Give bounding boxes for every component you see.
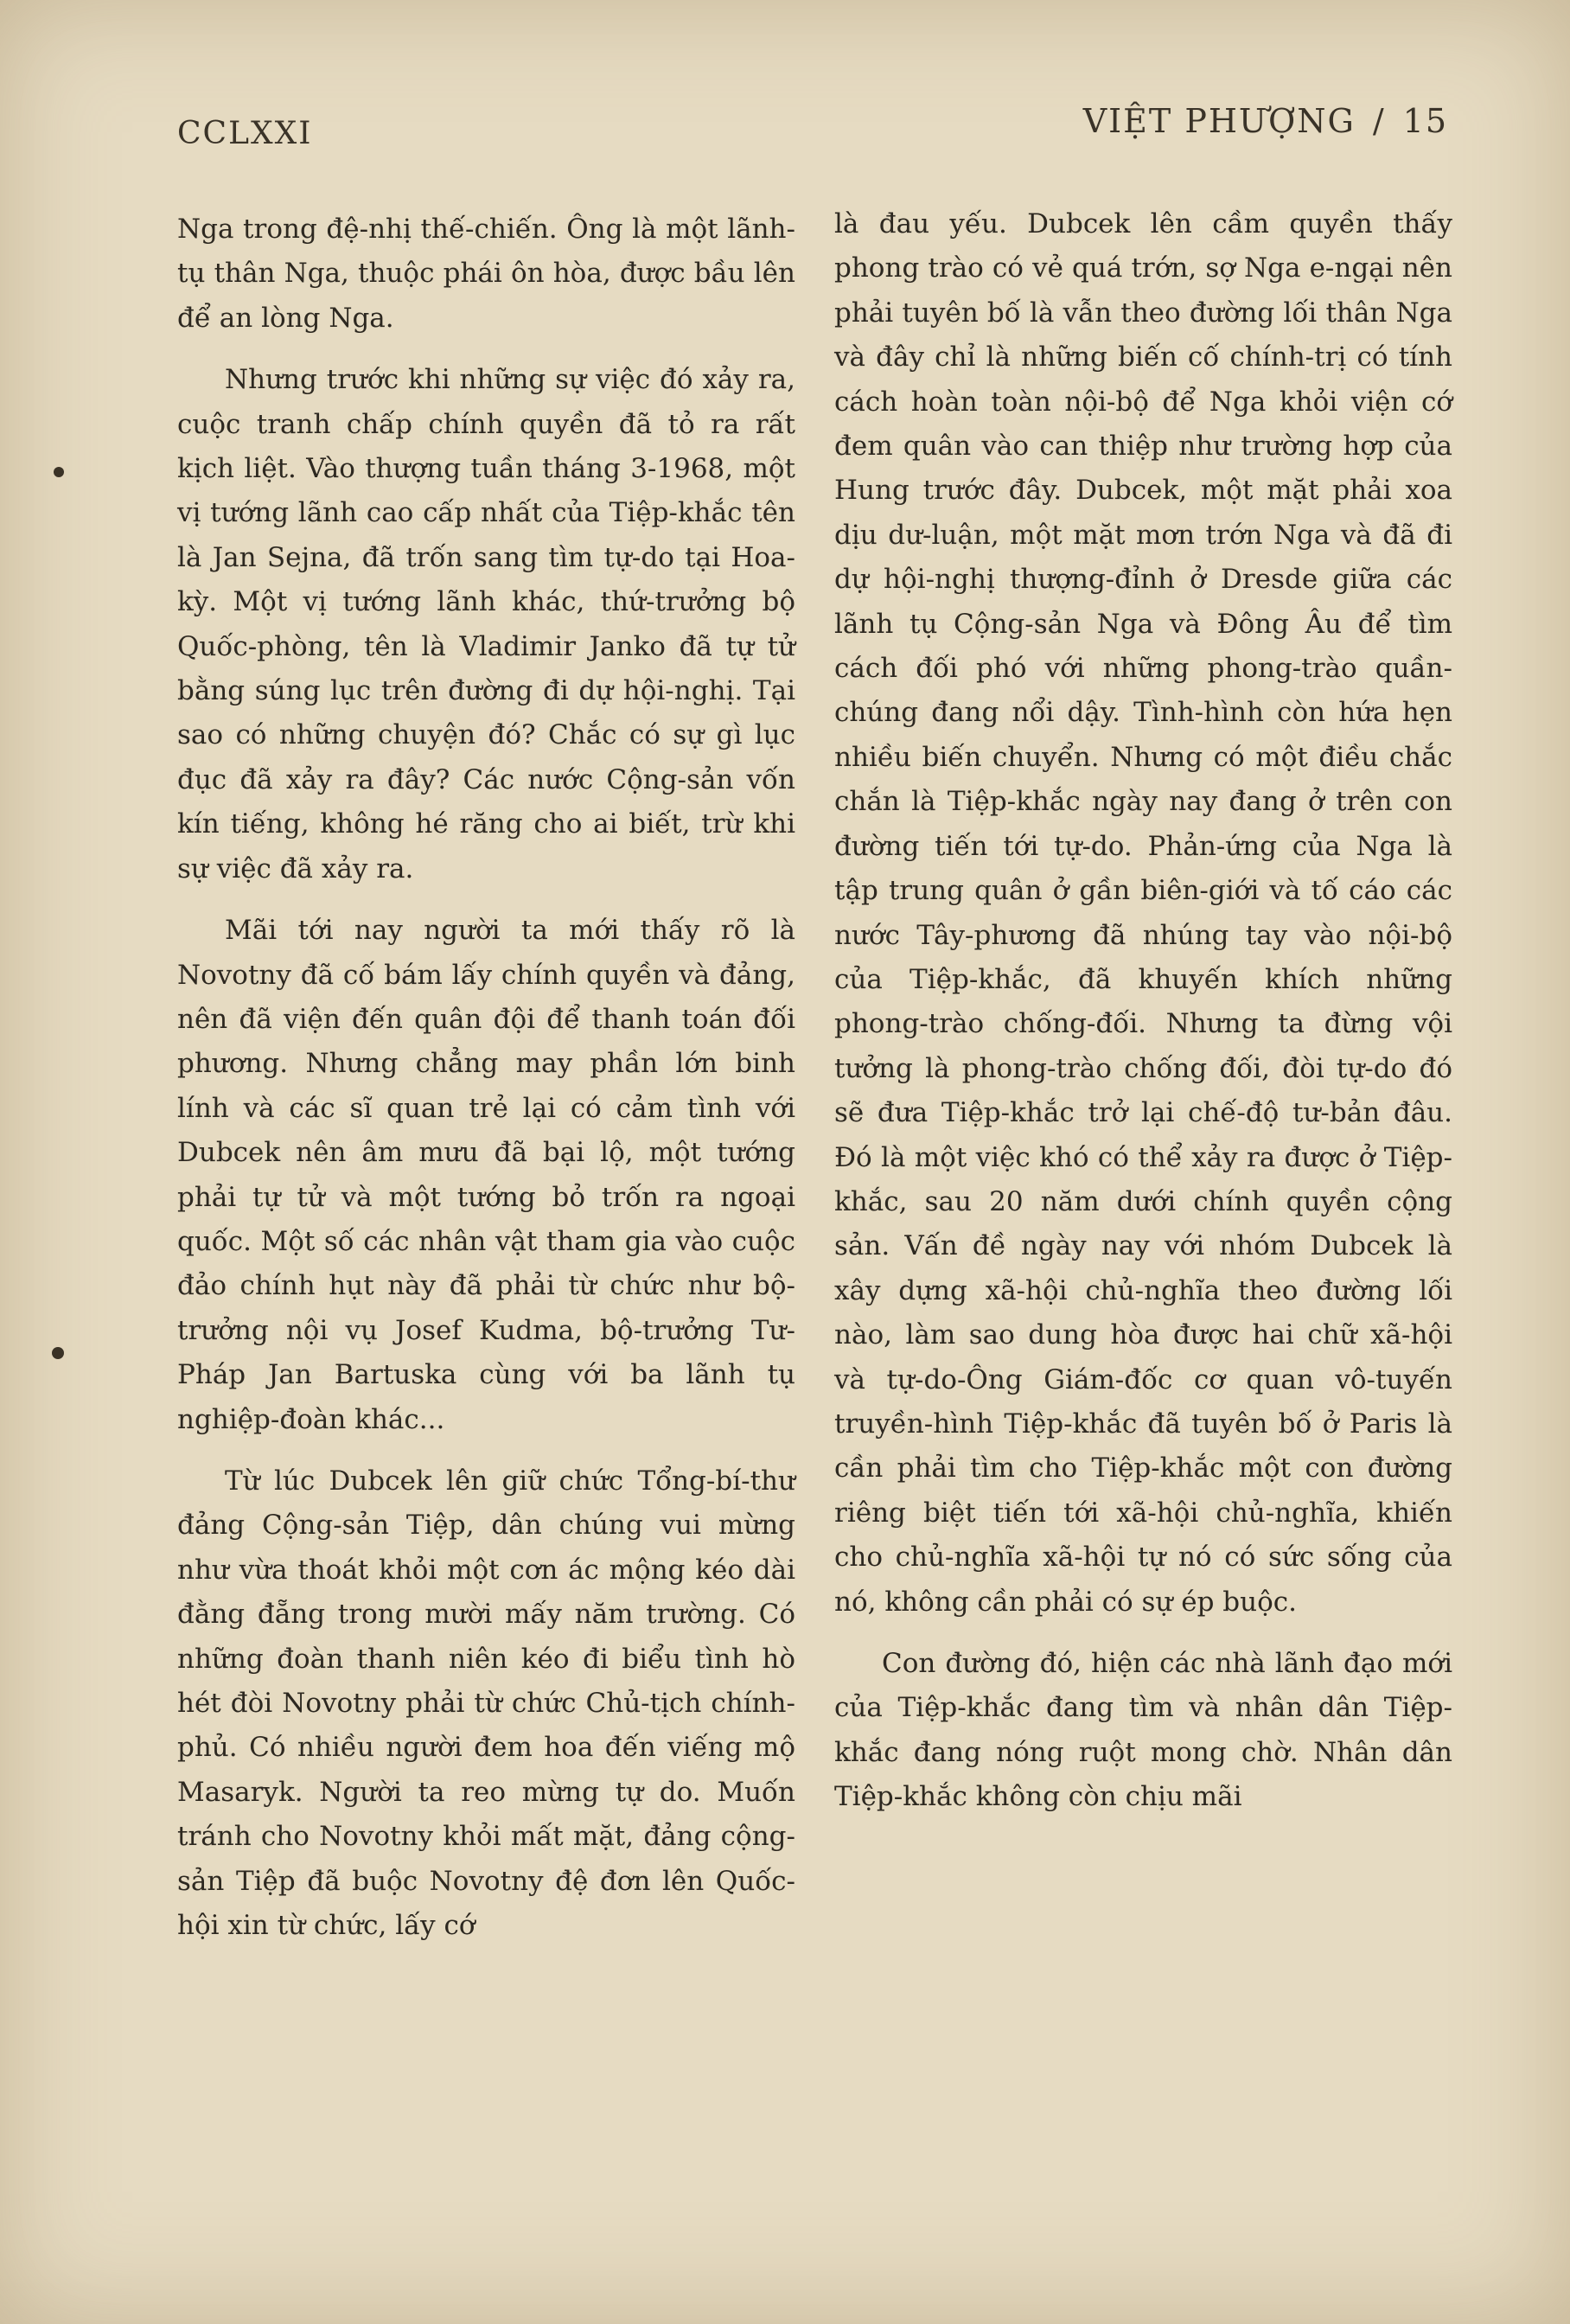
right-column	[834, 202, 1452, 1820]
page-number: 15	[1402, 102, 1448, 140]
header-separator: /	[1372, 102, 1386, 140]
paragraph: Nhưng trước khi những sự việc đó xảy ra, cuộc tranh chấp chính quyền đã tỏ ra rất kịch liệt. Vào thượng tuần tháng 3-1968, một vị tướng lãnh cao cấp nhất của Tiệp-khắc tên là Jan Sejna, đã trốn sang tìm tự-do tại Hoa-kỳ. Một vị tướng lãnh khác, thứ-trưởng bộ Quốc-phòng, tên là Vladimir Janko đã tự tử bằng súng lục trên đường đi dự hội-nghị. Tại sao có những chuyện đó? Chắc có sự gì lục đục đã xảy ra đây? Các nước Cộng-sản vốn kín tiếng, không hé răng cho ai biết, trừ khi sự việc đã xảy ra.	[177, 364, 795, 884]
paragraph: Mãi tới nay người ta mới thấy rõ là Novotny đã cố bám lấy chính quyền và đảng, nên đã viện đến quân đội để thanh toán đối phương. Nhưng chẳng may phần lớn binh lính và các sĩ quan trẻ lại có cảm tình với Dubcek nên âm mưu đã bại lộ, một tướng phải tự tử và một tướng bỏ trốn ra ngoại quốc. Một số các nhân vật tham gia vào cuộc đảo chính hụt này đã phải từ chức như bộ-trưởng nội vụ Josef Kudma, bộ-trưởng Tư-Pháp Jan Bartuska cùng với ba lãnh tụ nghiệp-đoàn khác...	[177, 915, 795, 1435]
paper-spot	[52, 1347, 64, 1359]
volume-number: CCLXXI	[177, 116, 313, 151]
paragraph: Từ lúc Dubcek lên giữ chức Tổng-bí-thư đảng Cộng-sản Tiệp, dân chúng vui mừng như vừa thoát khỏi một cơn ác mộng kéo dài đằng đẵng trong mười mấy năm trường. Có những đoàn thanh niên kéo đi biểu tình hò hét đòi Novotny phải từ chức Chủ-tịch chính-phủ. Có nhiều người đem hoa đến viếng mộ Masaryk. Người ta reo mừng tự do. Muốn tránh cho Novotny khỏi mất mặt, đảng cộng-sản Tiệp đã buộc Novotny đệ đơn lên Quốc-hội xin từ chức, lấy cớ	[177, 1465, 795, 1942]
paragraph: là đau yếu. Dubcek lên cầm quyền thấy phong trào có vẻ quá trớn, sợ Nga e-ngại nên phải tuyên bố là vẫn theo đường lối thân Nga và đây chỉ là những biến cố chính-trị có tính cách hoàn toàn nội-bộ để Nga khỏi viện cớ đem quân vào can thiệp như trường hợp của Hung trước đây. Dubcek, một mặt phải xoa dịu dư-luận, một mặt mơn trớn Nga và đã đi dự hội-nghị thượng-đỉnh ở Dresde giữa các lãnh tụ Cộng-sản Nga và Đông Âu để tìm cách đối phó với những phong-trào quần-chúng đang nổi dậy. Tình-hình còn hứa hẹn nhiều biến chuyển. Nhưng có một điều chắc chắn là Tiệp-khắc ngày nay đang ở trên con đường tiến tới tự-do. Phản-ứng của Nga là tập trung quân ở gần biên-giới và tố cáo các nước Tây-phương đã nhúng tay vào nội-bộ của Tiệp-khắc, đã khuyến khích những phong-trào chống-đối. Nhưng ta đừng vội tưởng là phong-trào chống đối, đòi tự-do đó sẽ đưa Tiệp-khắc trở lại chế-độ tư-bản đâu. Đó là một việc khó có thể xảy ra được ở Tiệp-khắc, sau 20 năm dưới chính quyền cộng sản. Vấn đề ngày nay với nhóm Dubcek là xây dựng xã-hội chủ-nghĩa theo đường lối nào, làm sao dung hòa được hai chữ xã-hội và tự-do-Ông Giám-đốc cơ quan vô-tuyến truyền-hình Tiệp-khắc đã tuyên bố ở Paris là cần phải tìm cho Tiệp-khắc một con đường riêng biệt tiến tới xã-hội chủ-nghĩa, khiến cho chủ-nghĩa xã-hội tự nó có sức sống của nó, không cần phải có sự ép buộc.	[834, 208, 1452, 1618]
page-header	[177, 95, 1448, 156]
magazine-title: VIỆT PHƯỢNG	[1082, 102, 1356, 140]
paper-spot	[54, 467, 64, 477]
paragraph: Con đường đó, hiện các nhà lãnh đạo mới của Tiệp-khắc đang tìm và nhân dân Tiệp-khắc đang nóng ruột mong chờ. Nhân dân Tiệp-khắc không còn chịu mãi	[834, 1648, 1452, 1813]
left-column	[177, 208, 795, 1948]
running-head	[1083, 102, 1448, 140]
paragraph: Nga trong đệ-nhị thế-chiến. Ông là một lãnh-tụ thân Nga, thuộc phái ôn hòa, được bầu lên để an lòng Nga.	[177, 214, 795, 334]
